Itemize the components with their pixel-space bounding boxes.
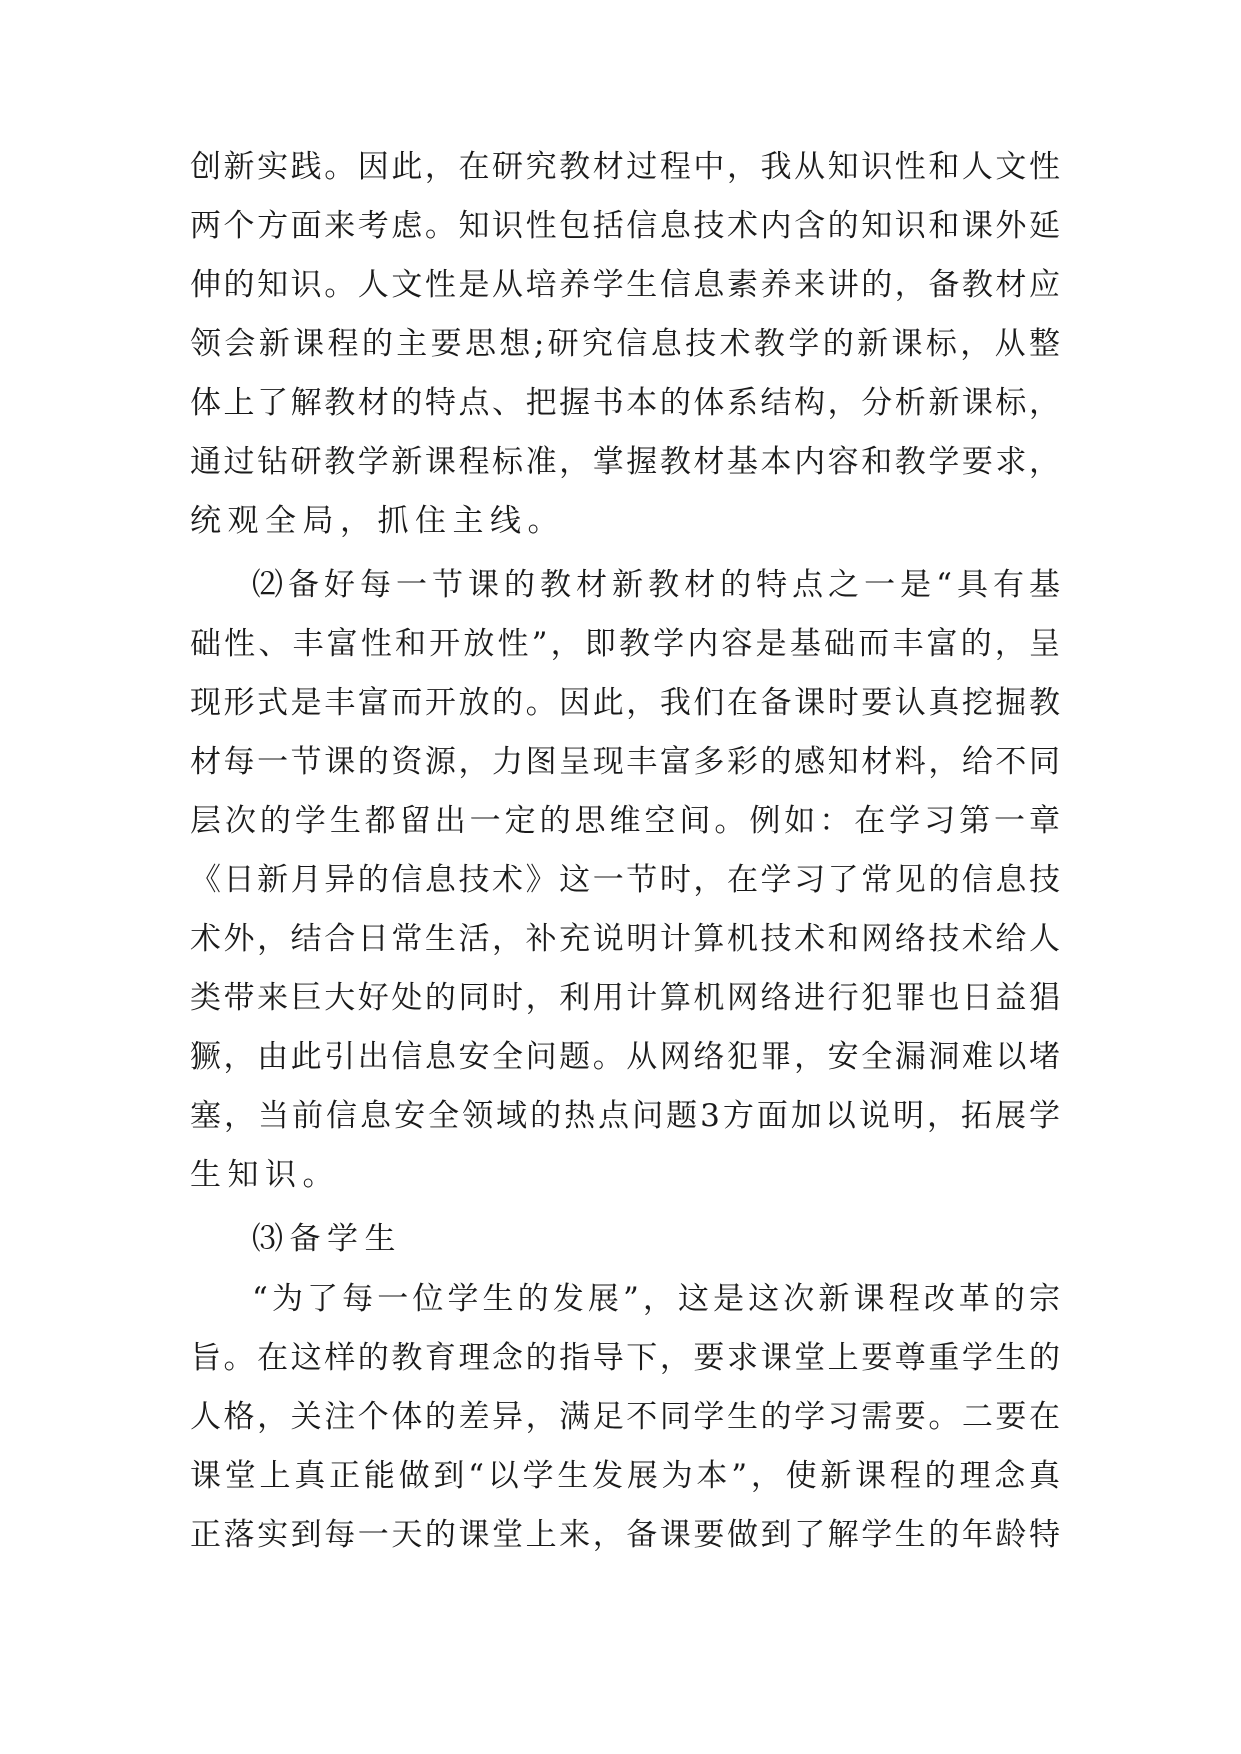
- text-line: 术外，结合日常生活，补充说明计算机技术和网络技术给人: [190, 921, 1060, 957]
- text-line: 体上了解教材的特点、把握书本的体系结构，分析新课标，: [190, 385, 1060, 421]
- text-line: 础性、丰富性和开放性”，即教学内容是基础而丰富的，呈: [190, 626, 1060, 662]
- text-line: 正落实到每一天的课堂上来，备课要做到了解学生的年龄特: [190, 1517, 1060, 1553]
- text-line: 领会新课程的主要思想;研究信息技术教学的新课标，从整: [190, 326, 1060, 362]
- text-line: 塞，当前信息安全领域的热点问题3方面加以说明，拓展学: [190, 1098, 1060, 1134]
- paragraph-heading-2: ⑵备好每一节课的教材新教材的特点之一是“具有基: [252, 567, 1060, 603]
- text-line: 创新实践。因此，在研究教材过程中，我从知识性和人文性: [190, 149, 1060, 185]
- text-line: 《日新月异的信息技术》这一节时，在学习了常见的信息技: [190, 862, 1060, 898]
- text-line: “为了每一位学生的发展”，这是这次新课程改革的宗: [252, 1281, 1060, 1317]
- text-line: 类带来巨大好处的同时，利用计算机网络进行犯罪也日益猖: [190, 980, 1060, 1016]
- text-line: 通过钻研教学新课程标准，掌握教材基本内容和教学要求，: [190, 444, 1060, 480]
- text-line: 人格，关注个体的差异，满足不同学生的学习需要。二要在: [190, 1399, 1060, 1435]
- text-line: 统观全局，抓住主线。: [190, 503, 565, 539]
- text-line: 材每一节课的资源，力图呈现丰富多彩的感知材料，给不同: [190, 744, 1060, 780]
- text-line: 旨。在这样的教育理念的指导下，要求课堂上要尊重学生的: [190, 1340, 1060, 1376]
- text-line: 獗，由此引出信息安全问题。从网络犯罪，安全漏洞难以堵: [190, 1039, 1060, 1075]
- text-line: 伸的知识。人文性是从培养学生信息素养来讲的，备教材应: [190, 267, 1060, 303]
- text-line: 层次的学生都留出一定的思维空间。例如：在学习第一章: [190, 803, 1060, 839]
- paragraph-heading-3: ⑶备学生: [252, 1221, 402, 1257]
- text-line: 两个方面来考虑。知识性包括信息技术内含的知识和课外延: [190, 208, 1060, 244]
- text-line: 现形式是丰富而开放的。因此，我们在备课时要认真挖掘教: [190, 685, 1060, 721]
- text-line: 生知识。: [190, 1157, 340, 1193]
- text-line: 课堂上真正能做到“以学生发展为本”，使新课程的理念真: [190, 1458, 1060, 1494]
